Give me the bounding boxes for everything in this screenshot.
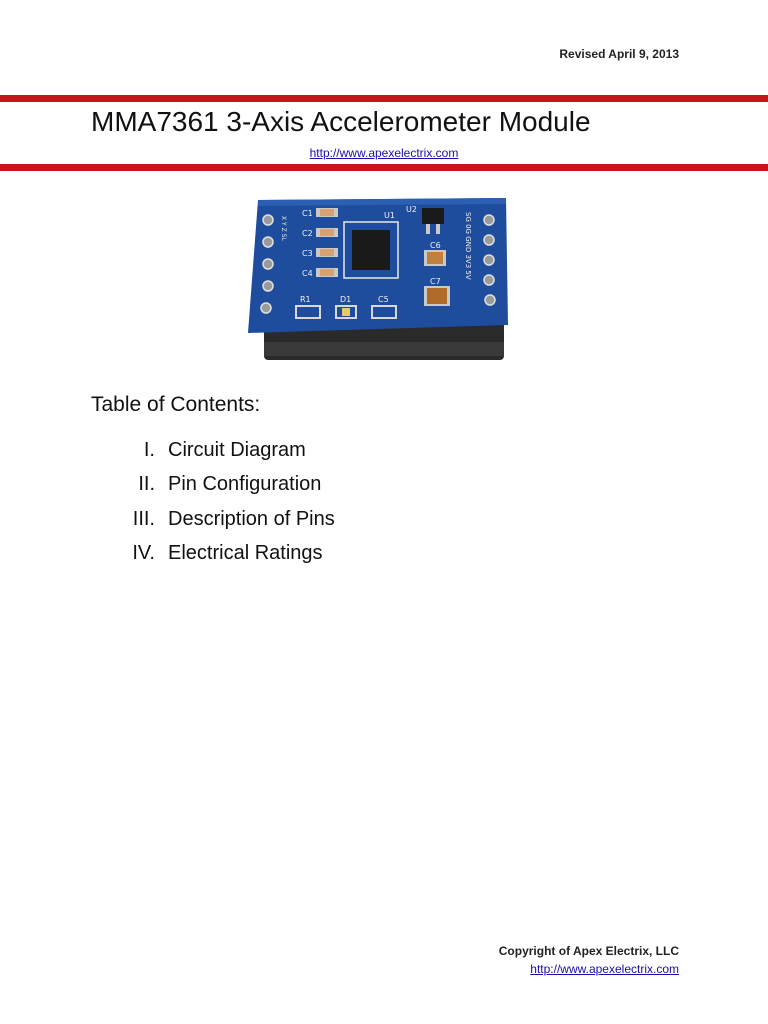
revised-date: Revised April 9, 2013 [559,47,679,61]
toc-list [91,433,491,571]
toc-item-label: Description of Pins [168,507,335,530]
svg-text:U2: U2 [406,205,417,214]
module-photo [236,190,508,368]
toc-item-circuit-diagram [91,433,491,468]
svg-text:R1: R1 [300,295,311,304]
header-top-rule [0,95,768,102]
svg-text:C4: C4 [302,269,313,278]
toc-item-number: III. [132,507,155,530]
toc-item-label: Circuit Diagram [168,438,306,461]
left-pin-labels: X Y Z SL [280,216,287,241]
svg-text:U1: U1 [384,211,395,220]
u2-chip [422,208,444,224]
svg-text:C7: C7 [430,277,441,286]
svg-text:C5: C5 [378,295,389,304]
toc-item-number: I. [143,438,155,461]
footer-url-link[interactable]: http://www.apexelectrix.com [530,962,679,976]
header-bottom-rule [0,164,768,171]
page-title: MMA7361 3-Axis Accelerometer Module [91,106,591,137]
svg-text:C2: C2 [302,229,313,238]
footer-copyright: Copyright of Apex Electrix, LLC [498,944,679,958]
u1-chip [352,230,390,270]
svg-text:D1: D1 [340,295,352,304]
footer [499,942,679,978]
toc-item-label: Electrical Ratings [168,542,323,565]
pin-header-shadow [264,342,504,356]
right-pin-labels: SG 0G GND 3V3 5V [464,212,472,280]
toc-item-label: Pin Configuration [168,473,322,496]
toc-item-pin-configuration [91,468,491,503]
toc-item-description-of-pins [91,502,491,537]
svg-text:C6: C6 [430,241,441,250]
toc-heading: Table of Contents: [91,393,261,416]
toc-item-number: II. [138,473,155,496]
header-url-link[interactable]: http://www.apexelectrix.com [309,146,459,160]
svg-text:C3: C3 [302,249,313,258]
toc-item-electrical-ratings [91,537,491,572]
svg-text:C1: C1 [302,209,313,218]
toc-item-number: IV. [132,542,155,565]
